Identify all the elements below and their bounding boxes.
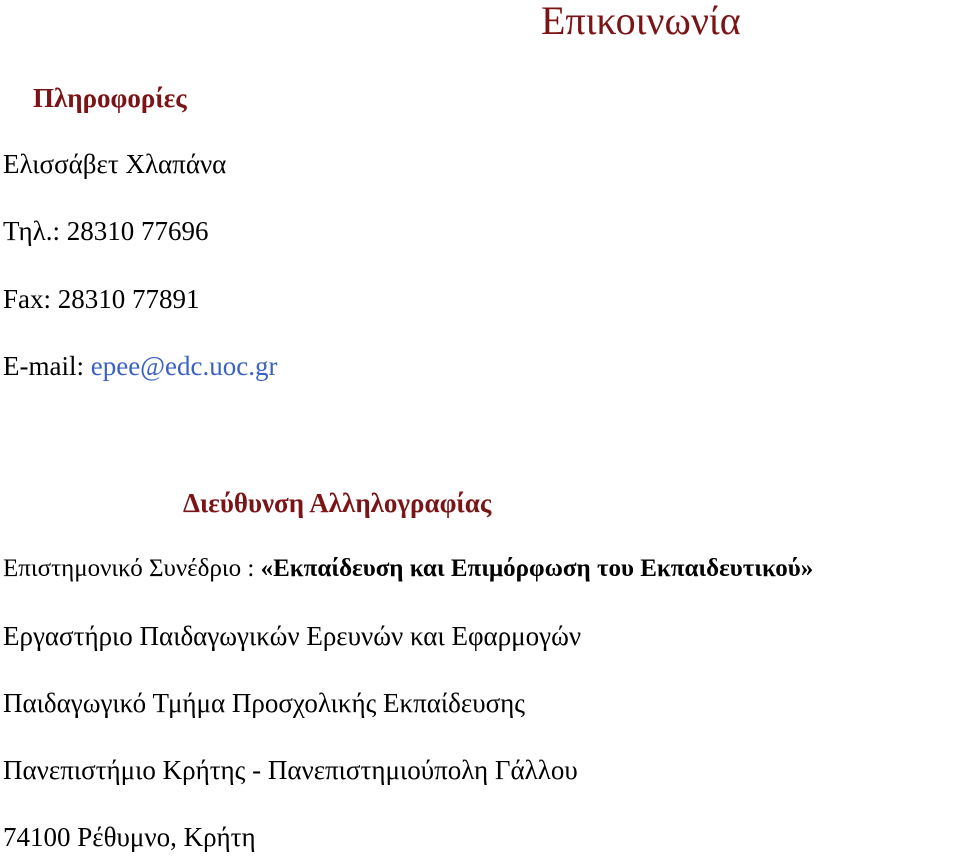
info-heading: Πληροφορίες — [33, 83, 187, 113]
conference-label: Επιστημονικό Συνέδριο : — [3, 555, 261, 582]
city-line: 74100 Ρέθυμνο, Κρήτη — [3, 822, 256, 852]
contact-fax — [3, 283, 200, 315]
contact-email — [3, 350, 278, 382]
page-title: Επικοινωνία — [541, 0, 741, 43]
conference-title: «Εκπαίδευση και Επιμόρφωση του Εκπαιδευτικού» — [260, 555, 814, 582]
fax-label: Fax: — [3, 284, 58, 314]
lab-line: Εργαστήριο Παιδαγωγικών Ερευνών και Εφαρμογών — [3, 621, 582, 651]
phone-label: Τηλ.: — [3, 216, 67, 246]
department-line: Παιδαγωγικό Τμήμα Προσχολικής Εκπαίδευσης — [3, 688, 525, 718]
university-line: Πανεπιστήμιο Κρήτης - Πανεπιστημιούπολη Γάλλου — [3, 755, 578, 785]
conference-line — [3, 553, 813, 585]
email-label: E-mail: — [3, 351, 91, 381]
address-heading: Διεύθυνση Αλληλογραφίας — [183, 488, 492, 518]
contact-name: Ελισσάβετ Χλαπάνα — [3, 149, 227, 179]
contact-phone — [3, 215, 208, 247]
email-link[interactable]: epee@edc.uoc.gr — [90, 351, 278, 381]
fax-number: 28310 77891 — [57, 284, 200, 314]
phone-number: 28310 77696 — [66, 216, 209, 246]
